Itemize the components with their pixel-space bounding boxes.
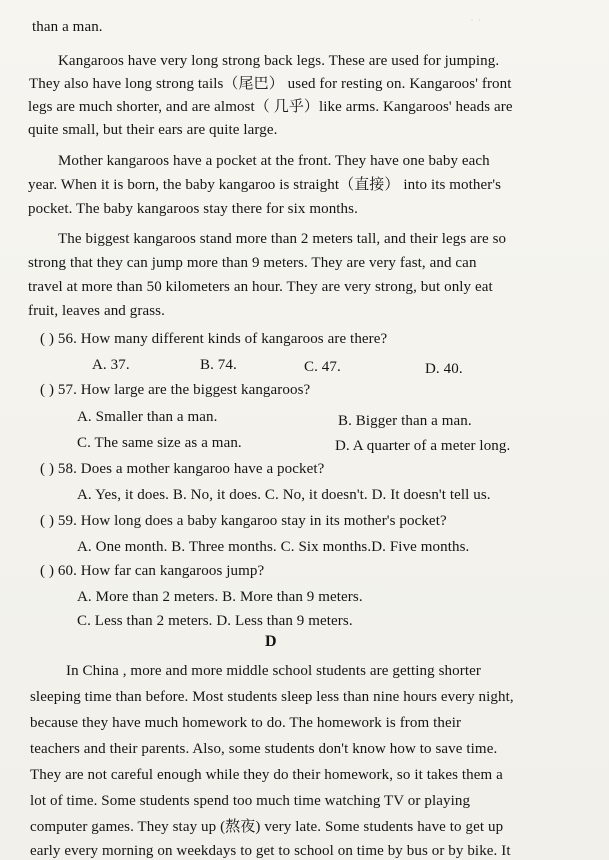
answer-option: C. Less than 2 meters. D. Less than 9 meters.: [77, 613, 353, 629]
passage-line: early every morning on weekdays to get to school on time by bus or by bike. It: [30, 843, 511, 859]
answer-option: D. 40.: [425, 361, 463, 377]
answer-option: A. More than 2 meters. B. More than 9 meters.: [77, 589, 363, 605]
answer-option: C. The same size as a man.: [77, 435, 242, 451]
passage-line: lot of time. Some students spend too much time watching TV or playing: [30, 793, 471, 809]
question-stem: ( ) 58. Does a mother kangaroo have a pocket?: [40, 461, 325, 477]
question-stem: ( ) 59. How long does a baby kangaroo stay in its mother's pocket?: [40, 513, 447, 529]
passage-line: year. When it is born, the baby kangaroo is straight（直接） into its mother's: [28, 177, 502, 193]
passage-line: legs are much shorter, and are almost（ 几乎）like arms. Kangaroos' heads are: [28, 99, 513, 115]
passage-line: because they have much homework to do. The homework is from their: [30, 715, 462, 731]
answer-option: A. Smaller than a man.: [77, 409, 218, 425]
passage-line: The biggest kangaroos stand more than 2 meters tall, and their legs are so: [58, 231, 507, 247]
question-stem: ( ) 57. How large are the biggest kangaroos?: [40, 382, 311, 398]
section-heading: D: [265, 633, 277, 650]
answer-option: B. Bigger than a man.: [338, 413, 472, 429]
passage-line: teachers and their parents. Also, some students don't know how to save time.: [30, 741, 498, 757]
passage-line: They also have long strong tails（尾巴） used for resting on. Kangaroos' front: [29, 76, 512, 92]
answer-option: A. 37.: [92, 357, 130, 373]
passage-line: than a man.: [32, 19, 103, 35]
answer-option: D. A quarter of a meter long.: [335, 438, 511, 454]
passage-line: Mother kangaroos have a pocket at the front. They have one baby each: [58, 153, 490, 169]
passage-line: quite small, but their ears are quite large.: [28, 122, 278, 138]
question-stem: ( ) 60. How far can kangaroos jump?: [40, 563, 265, 579]
passage-line: sleeping time than before. Most students sleep less than nine hours every night,: [30, 689, 514, 705]
answer-option: C. 47.: [304, 359, 341, 375]
bleed-through-text: · ·: [470, 12, 482, 26]
answer-option: B. 74.: [200, 357, 237, 373]
question-stem: ( ) 56. How many different kinds of kangaroos are there?: [40, 331, 388, 347]
passage-line: computer games. They stay up (熬夜) very late. Some students have to get up: [30, 819, 504, 835]
answer-option: A. Yes, it does. B. No, it does. C. No, it doesn't. D. It doesn't tell us.: [77, 487, 491, 503]
passage-line: pocket. The baby kangaroos stay there for six months.: [28, 201, 358, 217]
passage-line: In China , more and more middle school students are getting shorter: [66, 663, 481, 679]
passage-line: Kangaroos have very long strong back legs. These are used for jumping.: [58, 53, 500, 69]
passage-line: fruit, leaves and grass.: [28, 303, 165, 319]
passage-line: strong that they can jump more than 9 meters. They are very fast, and can: [28, 255, 477, 271]
passage-line: travel at more than 50 kilometers an hour. They are very strong, but only eat: [28, 279, 493, 295]
passage-line: They are not careful enough while they do their homework, so it takes them a: [30, 767, 503, 783]
answer-option: A. One month. B. Three months. C. Six months.D. Five months.: [77, 539, 470, 555]
